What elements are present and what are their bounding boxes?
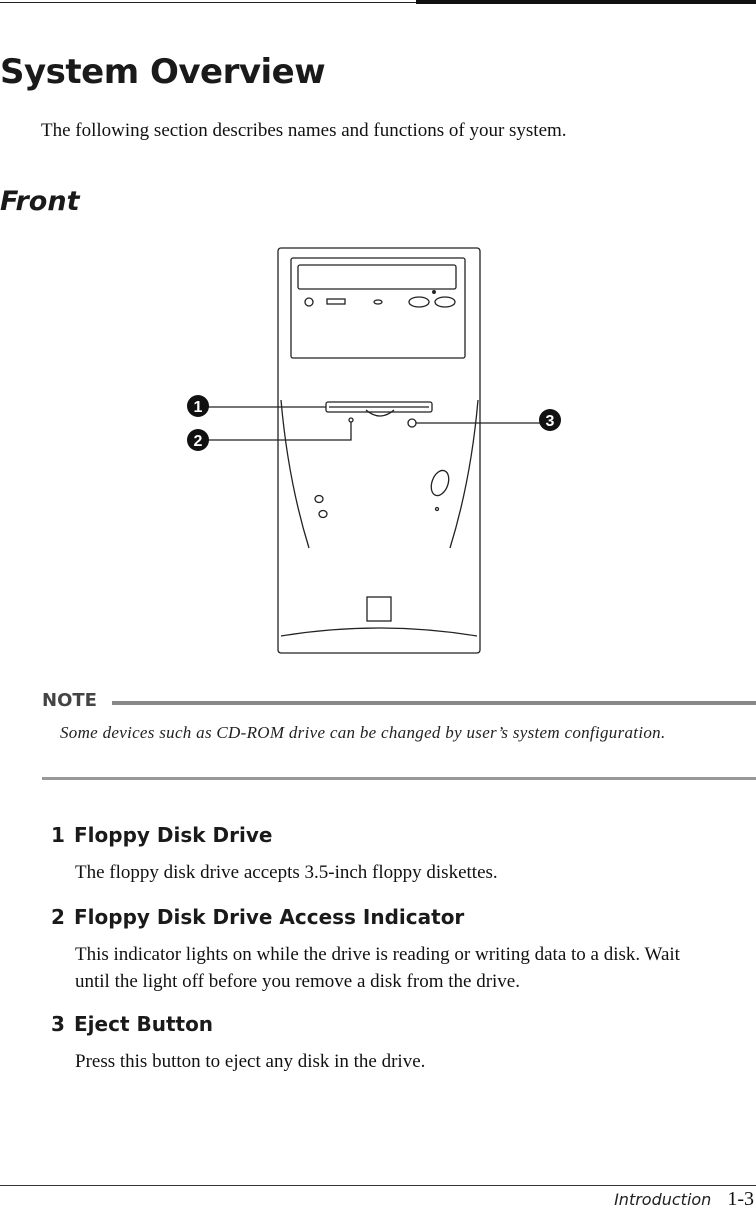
item-number: 3: [51, 1012, 65, 1036]
item-heading: [51, 823, 272, 847]
cdrom-button-right: [435, 297, 455, 307]
callout-2-label: 2: [193, 433, 203, 450]
callout-3: [539, 409, 561, 431]
section-heading: Front: [0, 186, 80, 217]
footer-page-number: 1-3: [727, 1188, 754, 1210]
callout-2: [187, 429, 209, 451]
footer-chapter-label: Introduction: [614, 1190, 712, 1209]
drive-bay-panel: [291, 258, 465, 358]
pc-front-illustration: [0, 240, 756, 660]
item-description: Press this button to eject any disk in the drive.: [75, 1051, 426, 1072]
reset-button: [315, 496, 323, 503]
power-button: [428, 468, 452, 498]
floppy-access-indicator: [349, 418, 353, 422]
page-title: System Overview: [0, 52, 326, 92]
item-title: Floppy Disk Drive: [74, 823, 273, 847]
item-title: Eject Button: [74, 1012, 214, 1036]
note-text: Some devices such as CD-ROM drive can be changed by user’s system configuration.: [60, 723, 666, 742]
item-title: Floppy Disk Drive Access Indicator: [74, 905, 465, 929]
intro-paragraph: The following section describes names and functions of your system.: [41, 120, 567, 141]
top-rule-bar: [416, 0, 756, 4]
power-led: [319, 511, 327, 518]
note-label: NOTE: [42, 690, 97, 711]
item-heading: [51, 1012, 213, 1036]
note-rule: [112, 701, 756, 705]
item-number: 1: [51, 823, 65, 847]
cdrom-volume: [374, 300, 382, 304]
cdrom-drive: [298, 265, 456, 289]
cdrom-led: [305, 298, 313, 306]
page-footer: [614, 1188, 754, 1211]
cdrom-jack: [327, 299, 345, 304]
callout-1-label: 1: [193, 399, 203, 416]
item-description: This indicator lights on while the drive is reading or writing data to a disk. Wait until the light off before you remove a disk from the drive.: [75, 944, 680, 992]
footer-rule: [0, 1185, 756, 1186]
top-rule: [0, 2, 416, 3]
callout-1: [187, 395, 209, 417]
note-bottom-rule: [42, 777, 756, 780]
item-description: The floppy disk drive accepts 3.5-inch floppy diskettes.: [75, 862, 498, 883]
item-number: 2: [51, 905, 65, 929]
eject-button-shape: [408, 419, 416, 427]
callout-3-label: 3: [545, 413, 555, 430]
lower-panel: [367, 597, 391, 621]
pc-case: [278, 248, 480, 653]
cdrom-button-left: [409, 297, 429, 307]
item-heading: [51, 905, 464, 929]
floppy-eject-tab: [366, 410, 394, 416]
